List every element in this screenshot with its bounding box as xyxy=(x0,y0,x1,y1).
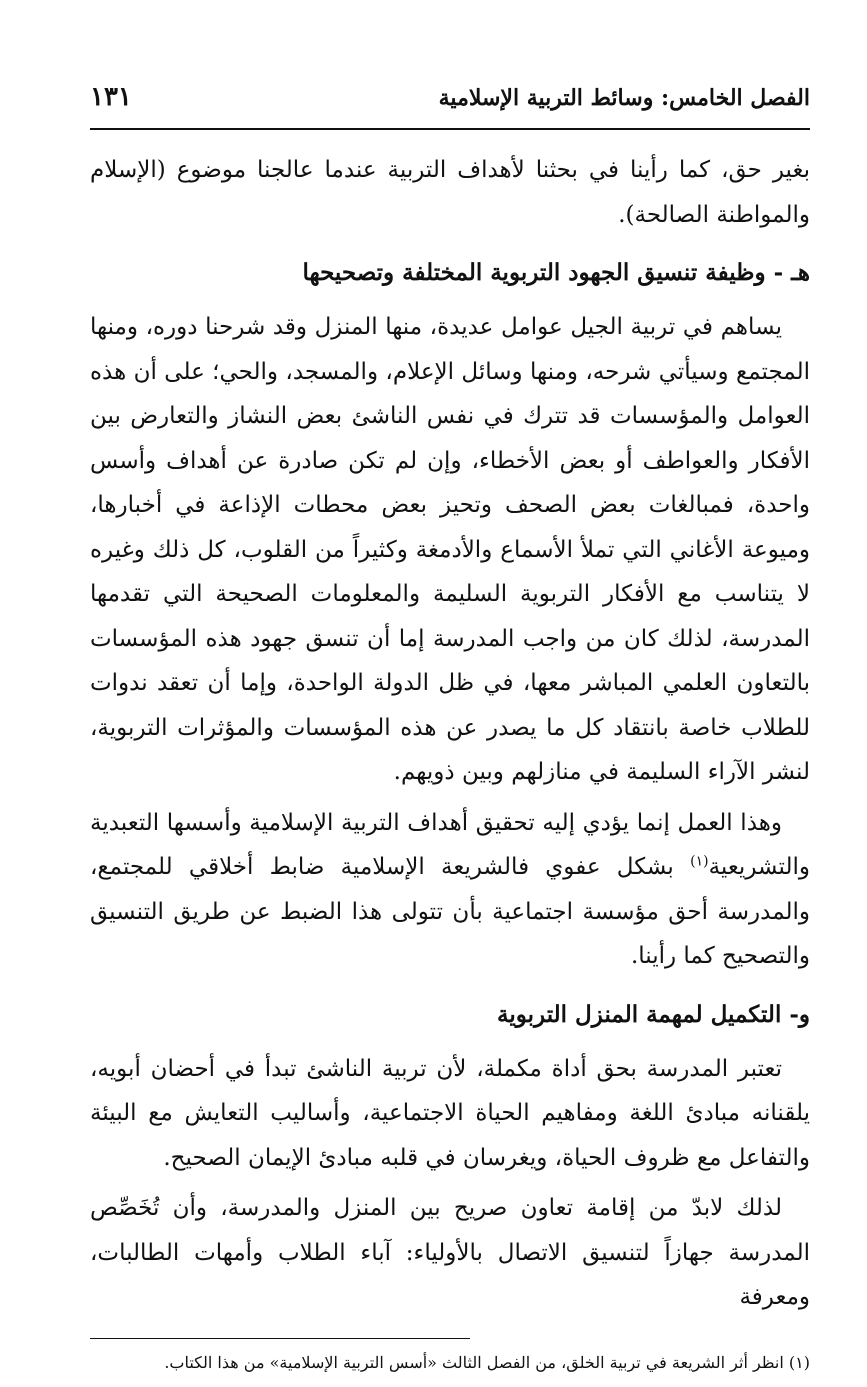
page-number: ١٣١ xyxy=(90,82,132,112)
body-text xyxy=(90,148,810,1320)
paragraph-islamic-goals xyxy=(90,801,810,979)
footnote-1: (١) انظر أثر الشريعة في تربية الخلق، من الفصل الثالث «أسس التربية الإسلامية» من هذا الكتاب. xyxy=(164,1352,810,1372)
paragraph-islamic-goals-part1: وهذا العمل إنما يؤدي إليه تحقيق أهداف التربية الإسلامية وأسسها التعبدية والتشريعية xyxy=(90,809,810,880)
section-heading-h: هـ - وظيفة تنسيق الجهود التربوية المختلفة وتصحيحها xyxy=(302,259,810,286)
paragraph-coordination: يساهم في تربية الجيل عوامل عديدة، منها المنزل وقد شرحنا دوره، ومنها المجتمع وسيأتي شرحه، ومنها وسائل الإعلام، والمسجد، والحي؛ على أن هذه العوامل والمؤسسات قد تترك في نفس الناشئ بعض النشاز والتعارض بين الأفكار والعواطف أو بعض الأخطاء، وإن لم تكن صادرة عن أهداف وأسس واحدة، فمبالغات بعض الصحف وتحيز بعض محطات الإذاعة في أخبارها، وميوعة الأغاني التي تملأ الأسماع والأدمغة وكثيراً من القلوب، كل ذلك وغيره لا يتناسب مع الأفكار التربوية السليمة والمعلومات الصحيحة التي تقدمها المدرسة، لذلك كان من واجب المدرسة إما أن تنسق جهود هذه المؤسسات بالتعاون العلمي المباشر معها، في ظل الدولة الواحدة، وإما أن تعقد ندوات للطلاب خاصة بانتقاد كل ما يصدر عن هذه المؤسسات والمؤثرات التربوية، لنشر الآراء السليمة في منازلهم وبين ذويهم. xyxy=(90,314,810,785)
book-page xyxy=(90,82,810,1377)
paragraph-complementary: تعتبر المدرسة بحق أداة مكملة، لأن تربية الناشئ تبدأ في أحضان أبويه، يلقنانه مبادئ اللغة ومفاهيم الحياة الاجتماعية، وأساليب التعايش مع البيئة والتفاعل مع ظروف الحياة، ويغرسان في قلبه مبادئ الإيمان الصحيح. xyxy=(90,1055,810,1171)
footnote-divider xyxy=(90,1338,470,1339)
chapter-title: الفصل الخامس: وسائط التربية الإسلامية xyxy=(438,85,810,111)
paragraph-cooperation: لذلك لابدّ من إقامة تعاون صريح بين المنزل والمدرسة، وأن تُخَصِّص المدرسة جهازاً لتنسيق الاتصال بالأولياء: آباء الطلاب وأمهات الطالبات، ومعرفة xyxy=(90,1195,810,1310)
section-heading-w: و- التكميل لمهمة المنزل التربوية xyxy=(497,1000,810,1028)
paragraph-islamic-goals-part2: بشكل عفوي فالشريعة الإسلامية ضابط أخلاقي للمجتمع، والمدرسة أحق مؤسسة اجتماعية بأن تتولى هذا الضبط عن طريق التنسيق والتصحيح كما رأينا. xyxy=(90,854,810,969)
running-header xyxy=(90,82,810,130)
footnote-reference-1[interactable]: (١) xyxy=(690,853,709,870)
paragraph-continuation: بغير حق، كما رأينا في بحثنا لأهداف التربية عندما عالجنا موضوع (الإسلام والمواطنة الصالحة). xyxy=(90,157,810,228)
